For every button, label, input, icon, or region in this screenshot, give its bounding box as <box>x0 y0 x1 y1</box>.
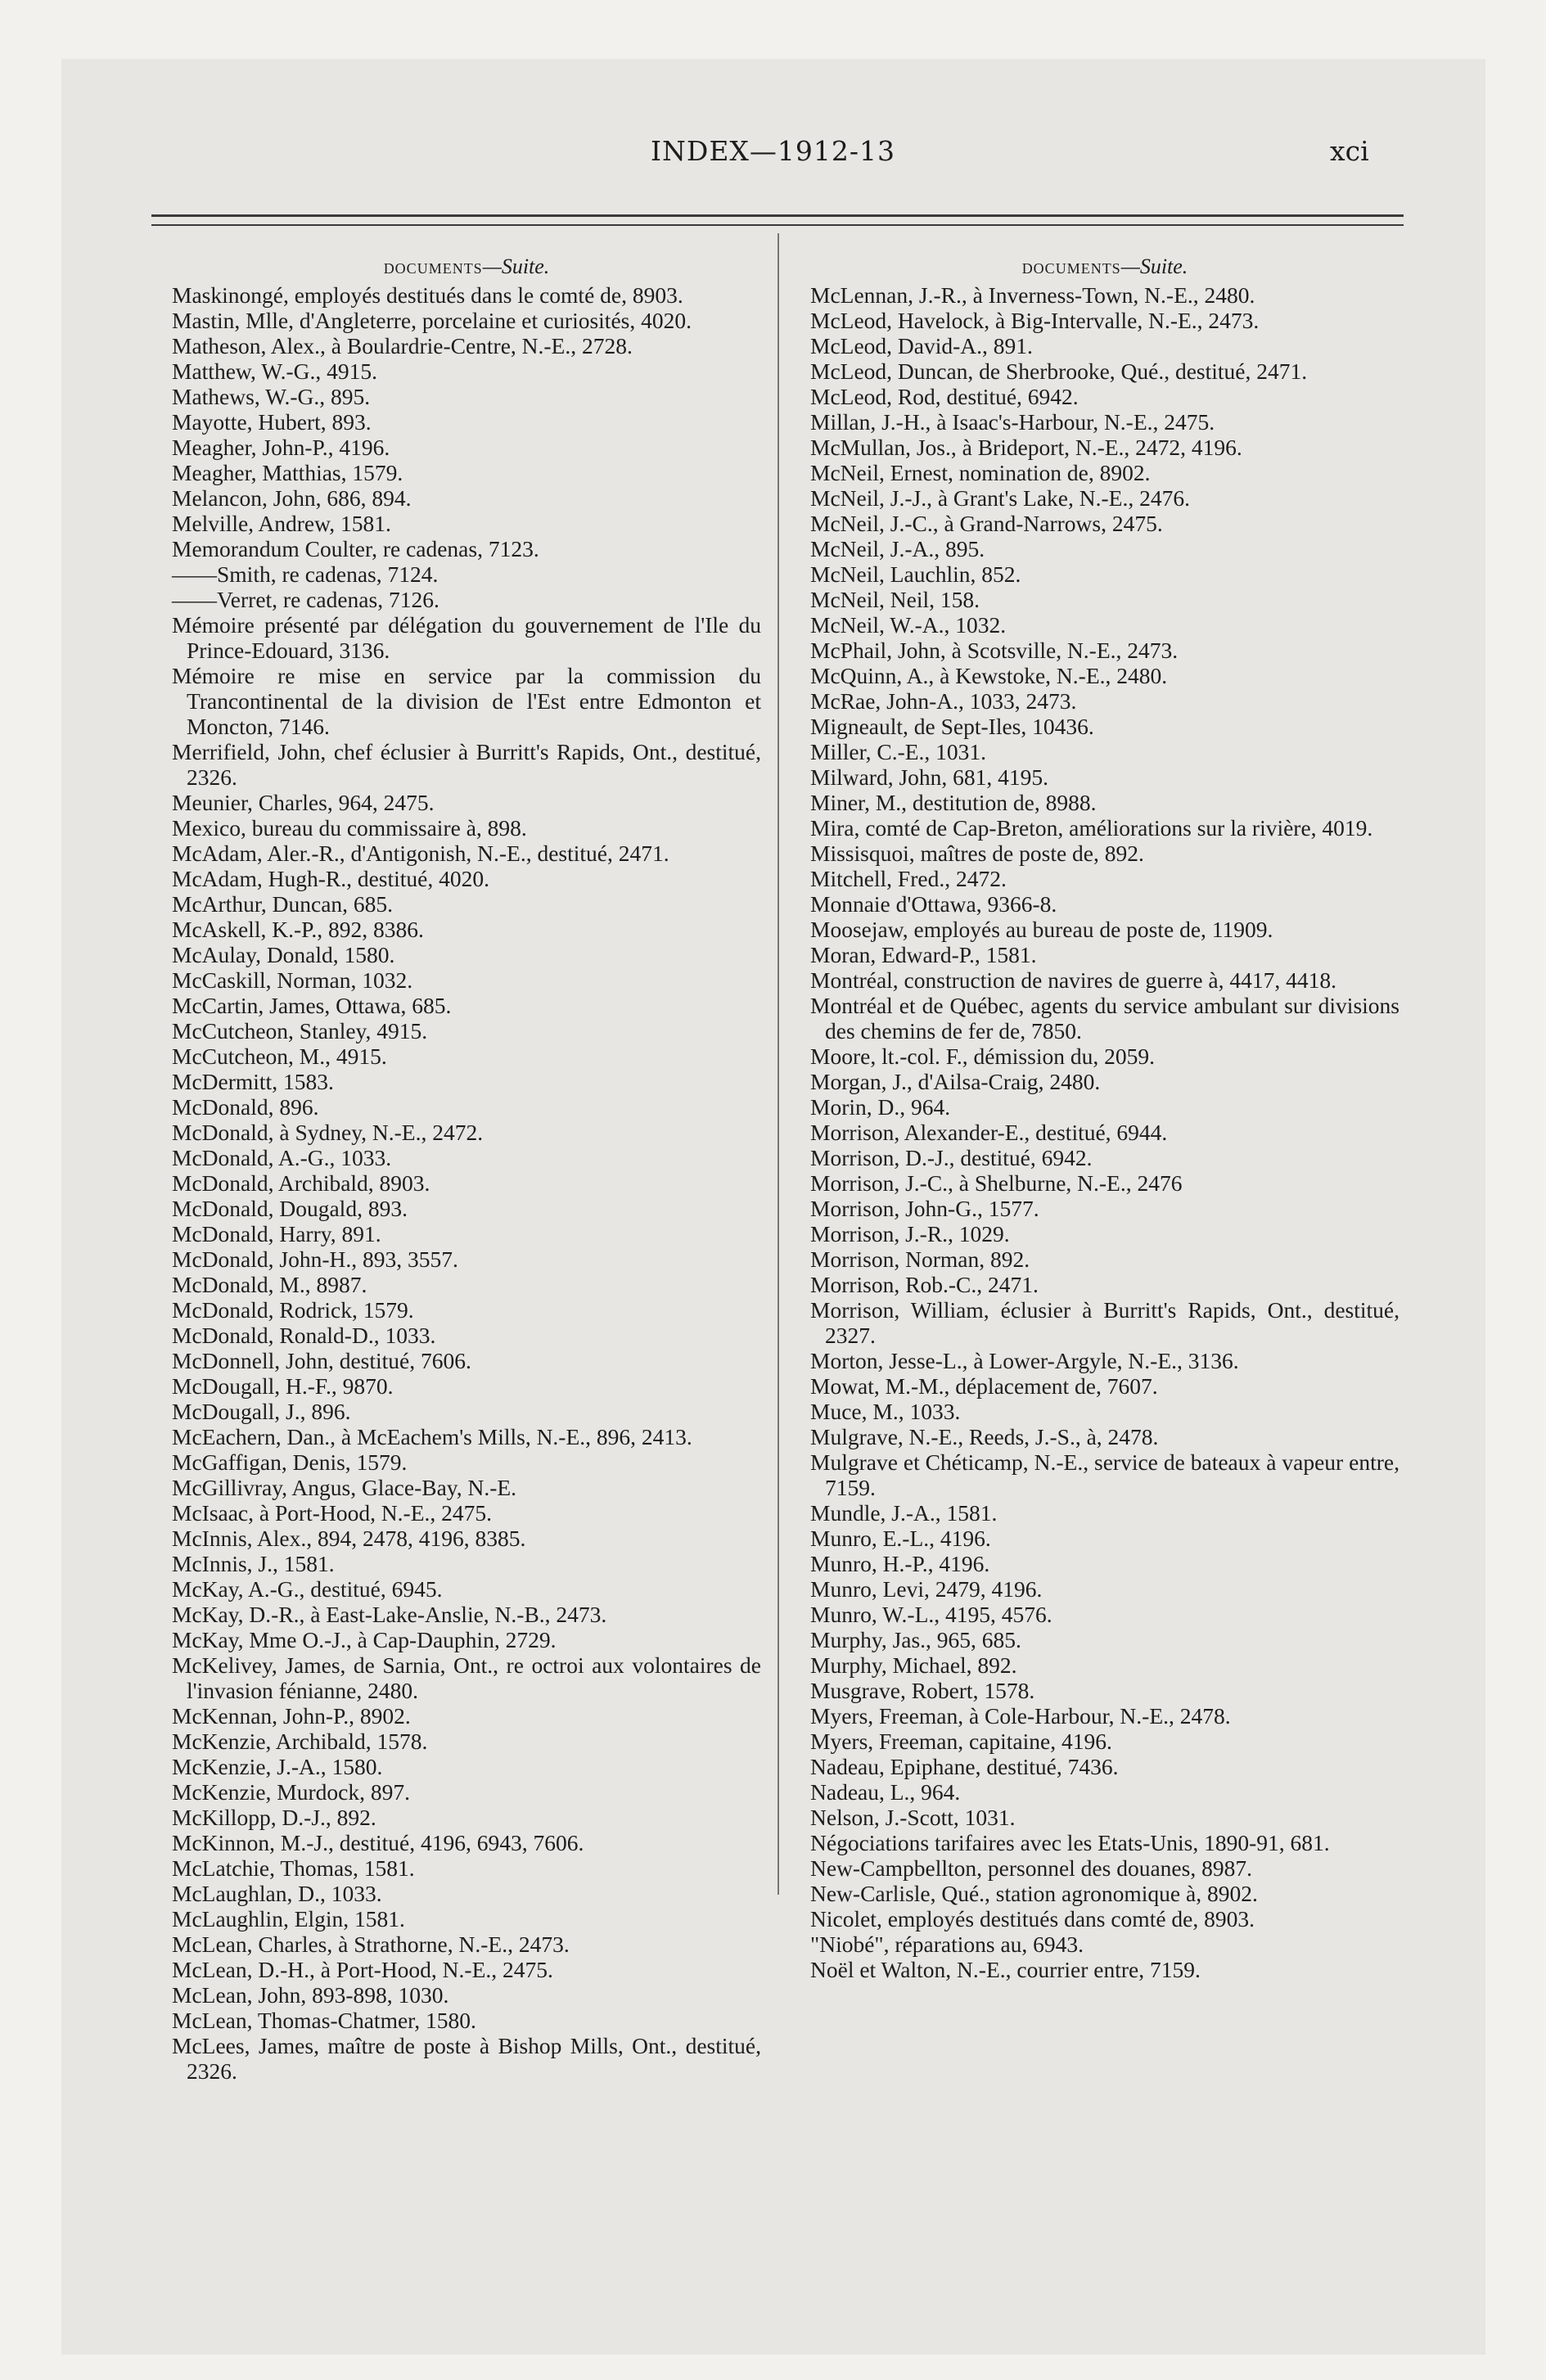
entry-list <box>172 282 761 2084</box>
index-entry: "Niobé", réparations au, 6943. <box>810 1931 1084 1957</box>
index-entry: McKay, D.-R., à East-Lake-Anslie, N.-B., 2473. <box>172 1602 607 1627</box>
index-entry: McLean, John, 893-898, 1030. <box>172 1982 449 2008</box>
index-entry: McArthur, Duncan, 685. <box>172 891 394 917</box>
index-entry: McInnis, J., 1581. <box>172 1551 335 1576</box>
index-entry: McNeil, Lauchlin, 852. <box>810 561 1021 587</box>
index-entry: Murphy, Jas., 965, 685. <box>810 1627 1021 1652</box>
index-entry: Mathews, W.-G., 895. <box>172 384 371 409</box>
index-entry: McKennan, John-P., 8902. <box>172 1703 411 1729</box>
index-entry: McLean, Thomas-Chatmer, 1580. <box>172 2008 476 2033</box>
index-entry: Munro, W.-L., 4195, 4576. <box>810 1602 1052 1627</box>
index-entry: McCaskill, Norman, 1032. <box>172 967 413 993</box>
index-entry: McInnis, Alex., 894, 2478, 4196, 8385. <box>172 1526 526 1551</box>
heading-caps: DOCUMENTS <box>1021 260 1121 277</box>
index-entry: Milward, John, 681, 4195. <box>810 764 1049 790</box>
index-entry: McLees, James, maître de poste à Bishop Mills, Ont., destitué, 2326. <box>172 2033 761 2084</box>
index-entry: Mulgrave et Chéticamp, N.-E., service de bateaux à vapeur entre, 7159. <box>810 1449 1400 1500</box>
index-entry: McIsaac, à Port-Hood, N.-E., 2475. <box>172 1500 493 1526</box>
index-entry: McDougall, J., 896. <box>172 1399 351 1424</box>
header-rule-secondary <box>151 224 1404 226</box>
index-entry: McDonald, A.-G., 1033. <box>172 1145 392 1170</box>
index-entry: Noël et Walton, N.-E., courrier entre, 7159. <box>810 1957 1201 1982</box>
index-entry: McKillopp, D.-J., 892. <box>172 1805 376 1830</box>
index-entry: Moran, Edward-P., 1581. <box>810 942 1037 967</box>
index-entry: New-Carlisle, Qué., station agronomique à, 8902. <box>810 1881 1258 1906</box>
index-entry: McLean, Charles, à Strathorne, N.-E., 2473. <box>172 1931 570 1957</box>
index-entry: Mira, comté de Cap-Breton, améliorations sur la rivière, 4019. <box>810 815 1373 841</box>
index-entry: Millan, J.-H., à Isaac's-Harbour, N.-E., 2475. <box>810 409 1215 435</box>
index-entry: Morrison, Alexander-E., destitué, 6944. <box>810 1120 1168 1145</box>
index-entry: McLeod, Havelock, à Big-Intervalle, N.-E., 2473. <box>810 308 1260 333</box>
index-entry: Morrison, J.-C., à Shelburne, N.-E., 2476 <box>810 1170 1183 1196</box>
index-entry: Missisquoi, maîtres de poste de, 892. <box>810 841 1144 866</box>
index-entry: Morrison, J.-R., 1029. <box>810 1221 1010 1246</box>
index-entry: Nelson, J.-Scott, 1031. <box>810 1805 1016 1830</box>
index-entry: Matthew, W.-G., 4915. <box>172 358 378 384</box>
index-entry: Murphy, Michael, 892. <box>810 1652 1017 1678</box>
index-entry: Muce, M., 1033. <box>810 1399 961 1424</box>
index-entry: McKenzie, Murdock, 897. <box>172 1779 410 1805</box>
index-entry: Nadeau, L., 964. <box>810 1779 961 1805</box>
index-entry: Meagher, John-P., 4196. <box>172 435 390 460</box>
index-entry: McLeod, David-A., 891. <box>810 333 1033 358</box>
index-entry: Morton, Jesse-L., à Lower-Argyle, N.-E., 3136. <box>810 1348 1239 1373</box>
index-entry: McKinnon, M.-J., destitué, 4196, 6943, 7606. <box>172 1830 584 1855</box>
index-entry: Morrison, John-G., 1577. <box>810 1196 1039 1221</box>
index-entry: McNeil, Ernest, nomination de, 8902. <box>810 460 1151 485</box>
page-number: xci <box>1330 135 1369 167</box>
index-entry: McAdam, Aler.-R., d'Antigonish, N.-E., destitué, 2471. <box>172 841 669 866</box>
index-entry: Négociations tarifaires avec les Etats-Unis, 1890-91, 681. <box>810 1830 1330 1855</box>
index-entry: Morrison, Norman, 892. <box>810 1246 1030 1272</box>
heading-suite: —Suite. <box>482 255 550 278</box>
index-entry: McLaughlin, Elgin, 1581. <box>172 1906 405 1931</box>
index-entry: Maskinongé, employés destitués dans le comté de, 8903. <box>172 282 683 308</box>
index-entry: Mémoire re mise en service par la commission du Trancontinental de la division de l'Est entre Edmonton et Moncton, 7146. <box>172 663 761 739</box>
index-entry: Munro, Levi, 2479, 4196. <box>810 1576 1043 1602</box>
index-entry: Morrison, D.-J., destitué, 6942. <box>810 1145 1093 1170</box>
index-entry: McNeil, J.-J., à Grant's Lake, N.-E., 2476. <box>810 485 1190 511</box>
index-entry: McRae, John-A., 1033, 2473. <box>810 688 1077 714</box>
index-entry: McDonald, 896. <box>172 1094 319 1120</box>
index-entry: Monnaie d'Ottawa, 9366-8. <box>810 891 1057 917</box>
index-entry: Melancon, John, 686, 894. <box>172 485 412 511</box>
index-entry: ——Smith, re cadenas, 7124. <box>172 561 439 587</box>
index-entry: ——Verret, re cadenas, 7126. <box>172 587 439 612</box>
index-entry: McLatchie, Thomas, 1581. <box>172 1855 415 1881</box>
index-entry: Mastin, Mlle, d'Angleterre, porcelaine et curiosités, 4020. <box>172 308 692 333</box>
index-entry: McKay, Mme O.-J., à Cap-Dauphin, 2729. <box>172 1627 557 1652</box>
index-entry: McEachern, Dan., à McEachem's Mills, N.-E., 896, 2413. <box>172 1424 692 1449</box>
index-entry: McLeod, Duncan, de Sherbrooke, Qué., destitué, 2471. <box>810 358 1308 384</box>
index-entry: McDonald, Harry, 891. <box>172 1221 381 1246</box>
index-entry: Matheson, Alex., à Boulardrie-Centre, N.-E., 2728. <box>172 333 633 358</box>
index-entry: McDonald, John-H., 893, 3557. <box>172 1246 458 1272</box>
index-entry: McAskell, K.-P., 892, 8386. <box>172 917 424 942</box>
index-entry: Myers, Freeman, à Cole-Harbour, N.-E., 2478. <box>810 1703 1231 1729</box>
index-entry: McKenzie, Archibald, 1578. <box>172 1729 428 1754</box>
index-entry: Merrifield, John, chef éclusier à Burritt's Rapids, Ont., destitué, 2326. <box>172 739 761 790</box>
index-entry: McDonnell, John, destitué, 7606. <box>172 1348 471 1373</box>
index-entry: Migneault, de Sept-Iles, 10436. <box>810 714 1094 739</box>
index-entry: McNeil, Neil, 158. <box>810 587 980 612</box>
heading-suite: —Suite. <box>1120 255 1188 278</box>
index-entry: Meunier, Charles, 964, 2475. <box>172 790 435 815</box>
index-entry: McCutcheon, M., 4915. <box>172 1044 387 1069</box>
index-entry: Morgan, J., d'Ailsa-Craig, 2480. <box>810 1069 1101 1094</box>
index-entry: McCutcheon, Stanley, 4915. <box>172 1018 428 1044</box>
index-entry: Morin, D., 964. <box>810 1094 951 1120</box>
index-entry: Nadeau, Epiphane, destitué, 7436. <box>810 1754 1119 1779</box>
header-rule <box>151 214 1404 217</box>
index-entry: McPhail, John, à Scotsville, N.-E., 2473. <box>810 638 1179 663</box>
index-entry: McDonald, Ronald-D., 1033. <box>172 1323 436 1348</box>
index-entry: Munro, E.-L., 4196. <box>810 1526 991 1551</box>
index-entry: McLean, D.-H., à Port-Hood, N.-E., 2475. <box>172 1957 553 1982</box>
index-entry: McLennan, J.-R., à Inverness-Town, N.-E., 2480. <box>810 282 1255 308</box>
index-entry: McLaughlan, D., 1033. <box>172 1881 382 1906</box>
running-title: INDEX—1912-13 <box>650 135 896 167</box>
index-entry: McGaffigan, Denis, 1579. <box>172 1449 408 1475</box>
index-entry: McAdam, Hugh-R., destitué, 4020. <box>172 866 490 891</box>
index-entry: McKenzie, J.-A., 1580. <box>172 1754 383 1779</box>
index-entry: Munro, H.-P., 4196. <box>810 1551 990 1576</box>
column-heading <box>810 254 1400 278</box>
index-entry: McDonald, Archibald, 8903. <box>172 1170 430 1196</box>
index-entry: McDougall, H.-F., 9870. <box>172 1373 394 1399</box>
index-entry: Meagher, Matthias, 1579. <box>172 460 403 485</box>
index-entry: Musgrave, Robert, 1578. <box>810 1678 1035 1703</box>
index-entry: Mayotte, Hubert, 893. <box>172 409 372 435</box>
index-entry: Mulgrave, N.-E., Reeds, J.-S., à, 2478. <box>810 1424 1159 1449</box>
index-entry: McNeil, J.-C., à Grand-Narrows, 2475. <box>810 511 1163 536</box>
index-entry: Melville, Andrew, 1581. <box>172 511 391 536</box>
left-column <box>172 254 761 2084</box>
heading-caps: DOCUMENTS <box>383 260 483 277</box>
index-entry: Montréal et de Québec, agents du service ambulant sur divisions des chemins de fer de, 7850. <box>810 993 1400 1044</box>
index-entry: McKay, A.-G., destitué, 6945. <box>172 1576 443 1602</box>
index-entry: McKelivey, James, de Sarnia, Ont., re octroi aux volontaires de l'invasion fénianne, 2480. <box>172 1652 761 1703</box>
index-entry: Mémoire présenté par délégation du gouvernement de l'Ile du Prince-Edouard, 3136. <box>172 612 761 663</box>
index-entry: Memorandum Coulter, re cadenas, 7123. <box>172 536 539 561</box>
index-entry: Montréal, construction de navires de guerre à, 4417, 4418. <box>810 967 1337 993</box>
index-entry: Moosejaw, employés au bureau de poste de, 11909. <box>810 917 1273 942</box>
index-entry: Miner, M., destitution de, 8988. <box>810 790 1097 815</box>
index-entry: McMullan, Jos., à Brideport, N.-E., 2472, 4196. <box>810 435 1242 460</box>
index-entry: Mundle, J.-A., 1581. <box>810 1500 998 1526</box>
index-entry: Mitchell, Fred., 2472. <box>810 866 1007 891</box>
index-entry: Miller, C.-E., 1031. <box>810 739 987 764</box>
right-column <box>810 254 1400 1982</box>
index-entry: Mowat, M.-M., déplacement de, 7607. <box>810 1373 1158 1399</box>
index-entry: McCartin, James, Ottawa, 685. <box>172 993 452 1018</box>
index-entry: McNeil, W.-A., 1032. <box>810 612 1007 638</box>
index-entry: McGillivray, Angus, Glace-Bay, N.-E. <box>172 1475 517 1500</box>
index-entry: New-Campbellton, personnel des douanes, 8987. <box>810 1855 1252 1881</box>
index-entry: McDonald, M., 8987. <box>172 1272 367 1297</box>
column-heading <box>172 254 761 278</box>
index-entry: Moore, lt.-col. F., démission du, 2059. <box>810 1044 1155 1069</box>
index-entry: Morrison, William, éclusier à Burritt's Rapids, Ont., destitué, 2327. <box>810 1297 1400 1348</box>
index-entry: Myers, Freeman, capitaine, 4196. <box>810 1729 1112 1754</box>
entry-list <box>810 282 1400 1982</box>
index-entry: McDonald, Dougald, 893. <box>172 1196 408 1221</box>
index-entry: McNeil, J.-A., 895. <box>810 536 985 561</box>
index-entry: McDonald, à Sydney, N.-E., 2472. <box>172 1120 484 1145</box>
index-entry: McLeod, Rod, destitué, 6942. <box>810 384 1079 409</box>
index-entry: Mexico, bureau du commissaire à, 898. <box>172 815 527 841</box>
index-entry: McDonald, Rodrick, 1579. <box>172 1297 414 1323</box>
index-entry: McQuinn, A., à Kewstoke, N.-E., 2480. <box>810 663 1168 688</box>
index-entry: McAulay, Donald, 1580. <box>172 942 395 967</box>
index-entry: McDermitt, 1583. <box>172 1069 334 1094</box>
index-entry: Nicolet, employés destitués dans comté de, 8903. <box>810 1906 1255 1931</box>
index-entry: Morrison, Rob.-C., 2471. <box>810 1272 1039 1297</box>
column-divider <box>778 233 779 1895</box>
